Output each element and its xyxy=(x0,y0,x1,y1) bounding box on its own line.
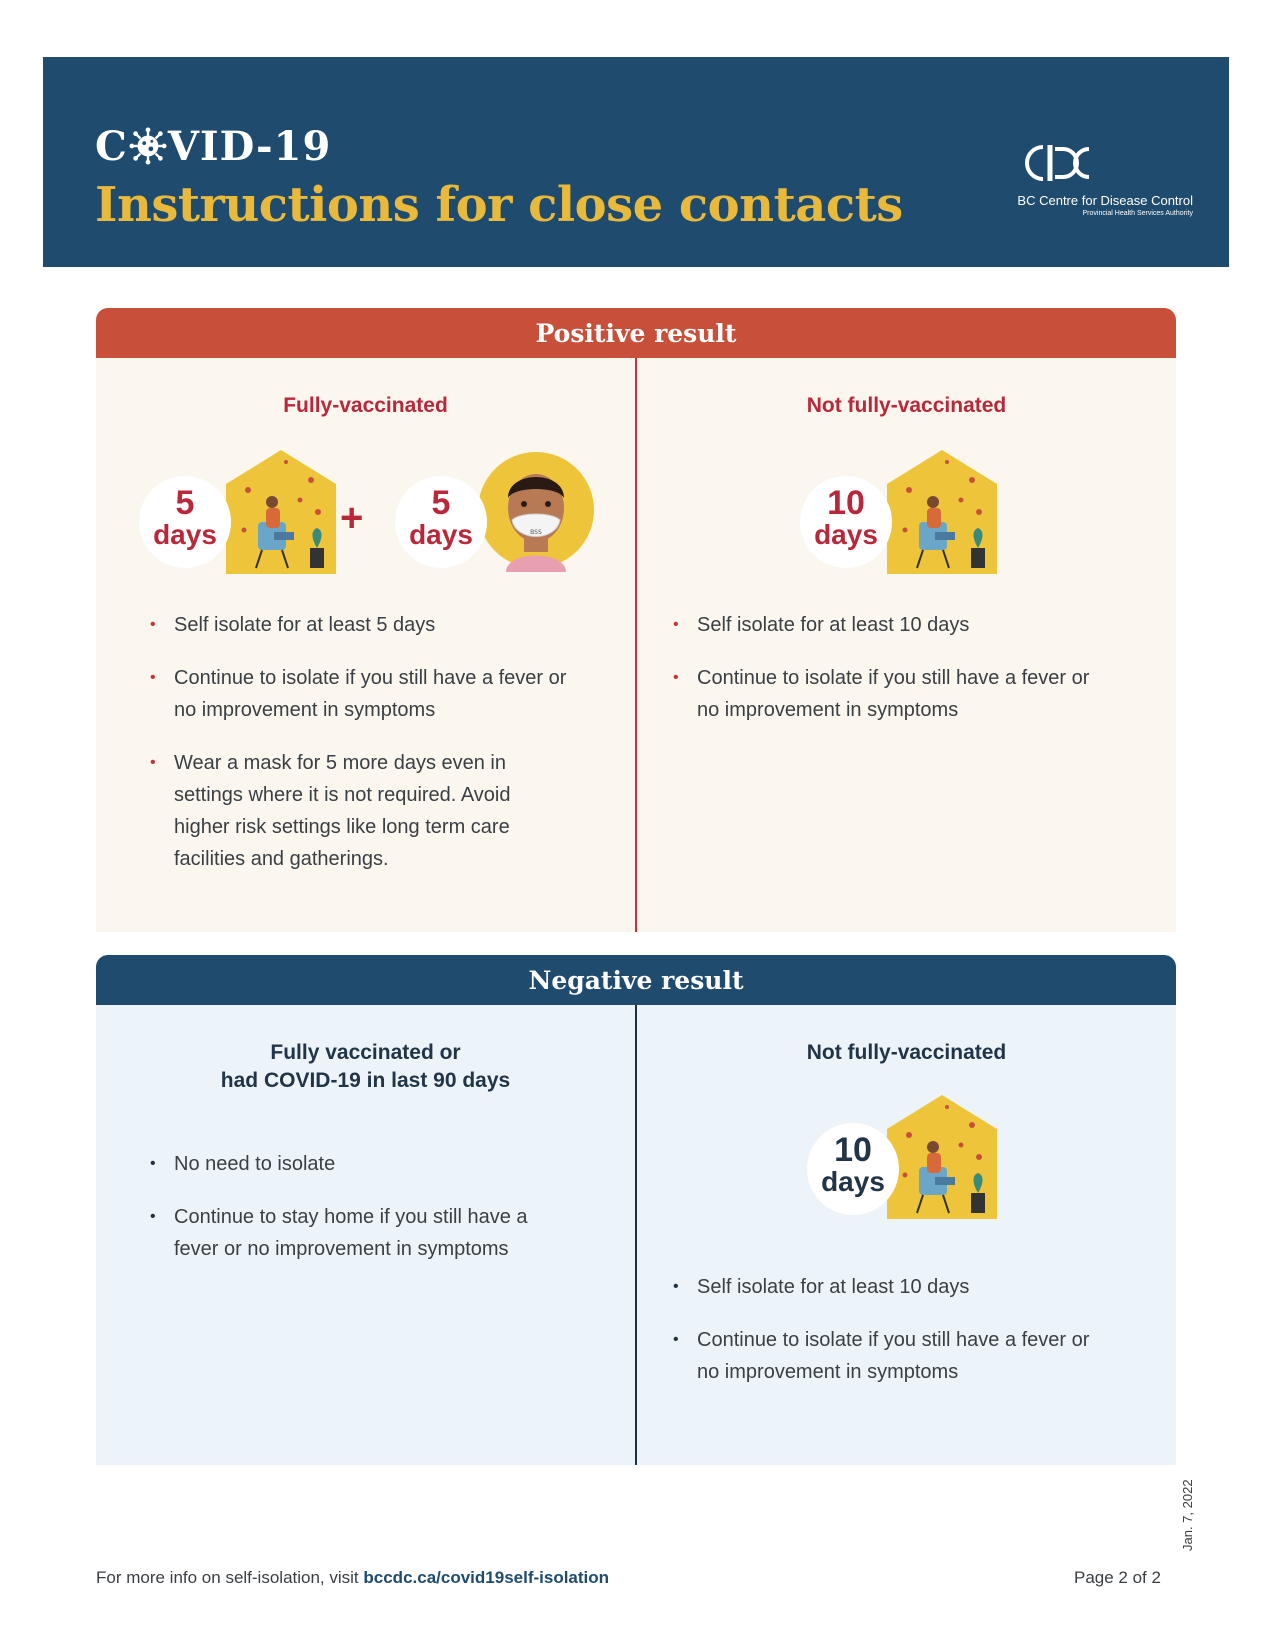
title-rest: VID-19 xyxy=(167,122,332,170)
list-item: • Continue to stay home if you still have a fever or no improvement in symptoms xyxy=(150,1201,570,1265)
instruction-list xyxy=(150,1148,570,1286)
badge-number: 10 xyxy=(834,1131,872,1169)
virus-icon xyxy=(129,127,167,165)
covid-title xyxy=(95,119,331,170)
instruction-list xyxy=(150,609,570,896)
list-item: • Continue to isolate if you still have a fever or no improvement in symptoms xyxy=(150,662,570,726)
instruction-list xyxy=(673,1271,1093,1409)
masked-person-illustration xyxy=(472,452,598,572)
column-title: Not fully-vaccinated xyxy=(806,1041,1007,1064)
plus-sign: + xyxy=(340,496,364,540)
list-item: • No need to isolate xyxy=(150,1148,570,1180)
badge-unit: days xyxy=(409,519,473,550)
list-item: • Wear a mask for 5 more days even in settings where it is not required. Avoid higher risk settings like long term care facilities and gatherings. xyxy=(150,747,570,875)
column-title-line: had COVID-19 in last 90 days xyxy=(220,1069,511,1092)
badge-unit: days xyxy=(821,1166,885,1197)
instruction-list xyxy=(673,609,1093,747)
negative-not-vaccinated-column xyxy=(637,1005,1176,1465)
list-item: • Self isolate for at least 10 days xyxy=(673,1271,1093,1303)
page-number: Page 2 of 2 xyxy=(1074,1568,1161,1587)
days-badge xyxy=(395,476,487,568)
badge-unit: days xyxy=(814,519,878,550)
negative-fully-vaccinated-column xyxy=(96,1005,637,1465)
badge-number: 10 xyxy=(827,484,865,522)
list-item: • Self isolate for at least 10 days xyxy=(673,609,1093,641)
column-title-line: Fully vaccinated or xyxy=(270,1041,461,1064)
days-badge xyxy=(139,476,231,568)
list-item: • Self isolate for at least 5 days xyxy=(150,609,570,641)
home-isolation-illustration xyxy=(887,1095,997,1219)
list-item: • Continue to isolate if you still have a fever or no improvement in symptoms xyxy=(673,1324,1093,1388)
home-isolation-illustration xyxy=(226,450,336,574)
bccdc-logo xyxy=(1003,141,1193,217)
positive-result-heading: Positive result xyxy=(96,308,1176,358)
negative-result-heading: Negative result xyxy=(96,955,1176,1005)
positive-result-section xyxy=(96,308,1176,932)
badge-unit: days xyxy=(153,519,217,550)
mask-label: BSS xyxy=(530,529,542,536)
page-title: Instructions for close contacts xyxy=(95,177,903,233)
logo-sub-name: Provincial Health Services Authority xyxy=(1082,210,1193,217)
badge-number: 5 xyxy=(175,484,195,522)
footer-info xyxy=(96,1568,609,1588)
header-banner xyxy=(43,57,1229,267)
title-letter-c: C xyxy=(95,122,128,170)
badge-number: 5 xyxy=(431,484,451,522)
days-badge xyxy=(807,1123,899,1215)
negative-result-section xyxy=(96,955,1176,1465)
positive-fully-vaccinated-column xyxy=(96,358,637,932)
column-title: Not fully-vaccinated xyxy=(806,394,1007,417)
home-isolation-illustration xyxy=(887,450,997,574)
positive-not-vaccinated-column xyxy=(637,358,1176,932)
column-title: Fully-vaccinated xyxy=(283,394,448,417)
column-title xyxy=(96,1039,635,1095)
footer-info-text: For more info on self-isolation, visit xyxy=(96,1568,364,1587)
days-badge xyxy=(800,476,892,568)
list-item: • Continue to isolate if you still have a fever or no improvement in symptoms xyxy=(673,662,1093,726)
bccdc-logo-mark xyxy=(1017,141,1097,185)
document-date: Jan. 7, 2022 xyxy=(1180,1479,1195,1551)
logo-org-name: BC Centre for Disease Control xyxy=(1017,193,1193,208)
self-isolation-link[interactable]: bccdc.ca/covid19self-isolation xyxy=(363,1568,610,1587)
